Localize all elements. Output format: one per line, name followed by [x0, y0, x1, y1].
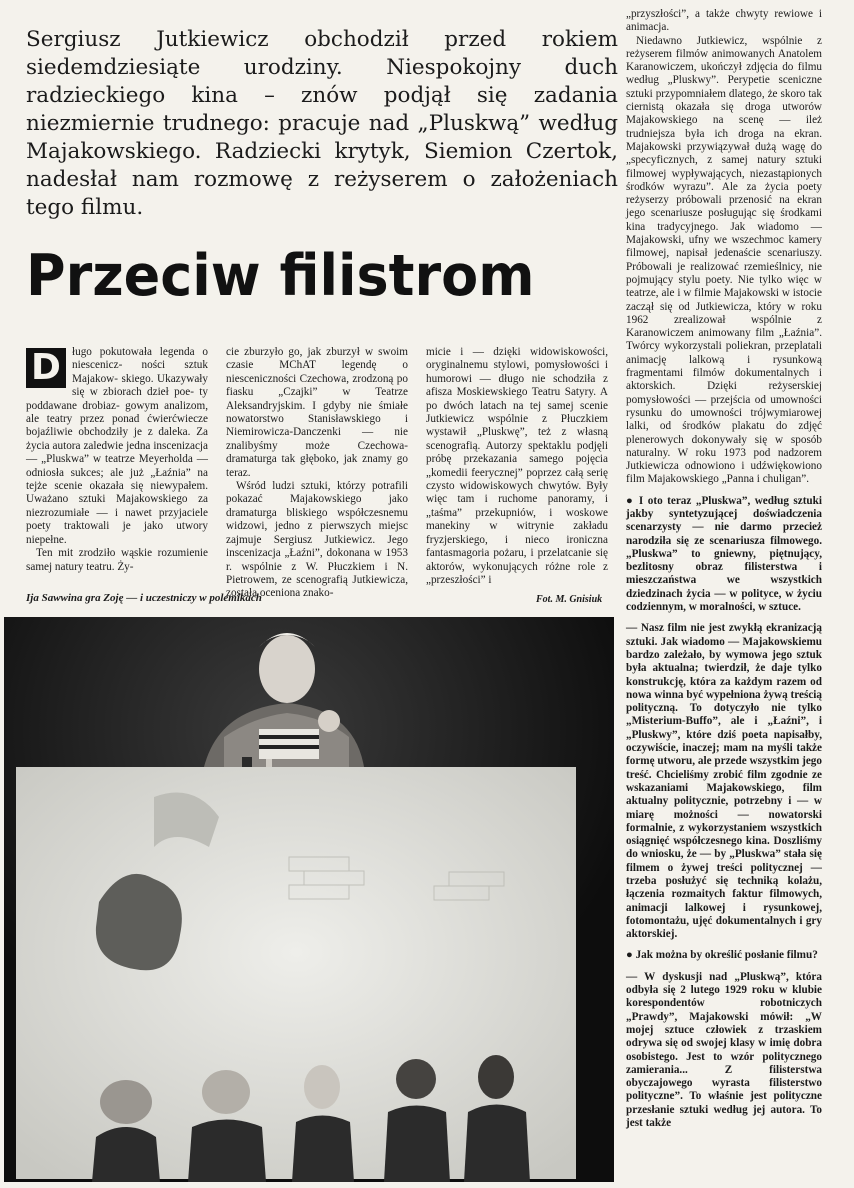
lead-paragraph: Sergiusz Jutkiewicz obchodził przed rokiem siedemdziesiąte urodziny. Niespokojny duch radzieckiego kina – znów podjął się zadania niezmiernie trudnego: pracuje nad „Pluskwą” według Majakowskiego. Radziecki krytyk, Siemion Czertok, nadesłał nam rozmowę z reżyserem o założeniach tego filmu.	[26, 27, 618, 220]
photo-caption: Ija Sawwina gra Zoję — i uczestniczy w polemikach	[26, 592, 262, 604]
column-2-paragraph: cie zburzyło go, jak zburzył w swoim czasie MChAT legendę o niesceniczności Czechowa, zrodzoną po fiasku „Czajki” w Teatrze Aleksandryjskim. I gdyby nie śmiałe nowatorstwo Stanisławskiego i Niemirowicza-Danczenki — nie znalibyśmy może Czechowa-dramaturga tak głęboko, jak znamy go teraz.	[226, 346, 408, 479]
photo-credit: Fot. M. Gnisiuk	[536, 594, 603, 605]
right-text-column	[626, 8, 822, 1130]
column-2-paragraph-2: Wśród ludzi sztuki, którzy potrafili pokazać Majakowskiego jako dramaturga bliskiego współczesnemu widzowi, jedno z pierwszych miejsc zajmuje Sergiusz Jutkiewicz. Jego inscenizacja „Łaźni”, dokonana w 1953 r. wspólnie z W. Płuczkiem i N. Pietrowem, ze scenografią Jutkiewicza, została oceniona znako-	[226, 480, 408, 600]
text-column-2	[226, 346, 408, 601]
column-1-paragraph-2: Ten mit zrodziło wąskie rozumienie samej natury teatru. Ży-	[26, 547, 208, 573]
article-title: Przeciw filistrom	[26, 242, 535, 309]
text-column-3	[426, 346, 608, 587]
question-2-text: Jak można by określić posłanie filmu?	[635, 949, 818, 962]
interview-question-1: ● I oto teraz „Pluskwa”, według sztuki jakby syntetyzującej doświadczenia scenarzysty — nie darmo przecież narodziła się ze scenariusza filmowego. „Pluskwa” to gniewny, piętnujący, bezlitosny obraz filisterstwa i mieszczaństwa we wszystkich dziedzinach życia — w polityce, w życiu codziennym, w moralności, w sztuce.	[626, 494, 822, 614]
photo-puppet-scene	[4, 617, 614, 1182]
question-1-text: I oto teraz „Pluskwa”, według sztuki jakby syntetyzującej doświadczenia scenarzysty — nie darmo przecież narodziła się ze scenariusza filmowego. „Pluskwa” to gniewny, piętnujący, bezlitosny obraz filisterstwa i mieszczaństwa we wszystkich dziedzinach życia — w polityce, w życiu codziennym, w moralności, w sztuce.	[626, 494, 822, 614]
right-paragraph-1: „przyszłości”, a także chwyty rewiowe i animacja.	[626, 8, 822, 34]
interview-question-2: ● Jak można by określić posłanie filmu?	[626, 949, 818, 962]
photo-illustration	[4, 617, 614, 1182]
column-3-paragraph: micie i — dzięki widowiskowości, oryginalnemu stylowi, pomysłowości i humorowi — długo nie schodziła z afisza Moskiewskiego Teatru Satyry. A po dwóch latach na tej samej scenie Jutkiewicz wspólnie z Płuczkiem wystawił „Pluskwę”, też z własną scenografią. Autorzy spektaklu podjęli próbę przekazania samego pojęcia „komedii feerycznej” poprzez całą serię czysto widowiskowych chwytów. Były więc tam i ruchome panoramy, i „taśma” przekupniów, i woskowe manekiny w witrynie zakładu fryzjerskiego, i nieco ironiczna fantasmagoria pożaru, i przelatcanie się aktorów, wykonujących różne role z „przeszłości” i	[426, 346, 608, 586]
column-1-paragraph: ługo pokutowała legenda o niescenicz- ności sztuk Majakow- skiego. Ukazywały się w zbiorach dzieł poe- ty poddawane drobiaz- gowym analizom, ale teatry przez ponad ćwierćwiecze bojaźliwie obchodziły je z daleka. Za życia autora zaledwie jedna inscenizacja — „Pluskwa” w teatrze Meyerholda — odniosła sukces; ale już „Łaźnia” na tejże scenie okazała się niewypałem. Uważano sztuki Majakowskiego za niezrozumiałe — i nawet przyjaciele poety traktowali je jako utwory niepełne.	[26, 346, 208, 546]
drop-cap: D	[26, 348, 66, 388]
text-column-1	[26, 346, 208, 574]
right-paragraph-2: Niedawno Jutkiewicz, wspólnie z reżyserem filmów animowanych Anatolem Karanowiczem, ukończył zdjęcia do filmu według „Pluskwy”. Perypetie sceniczne sztuki przypomniałem dlatego, że skoro tak ciernistą okazała się droga utworów Majakowskiego na scenę — ileż trudniejsza była ich droga na ekran. Majakowski przywiązywał dużą wagę do „specyficznych, z samej natury sztuki filmowej wypływających, niezastąpionych środków wyrazu”. Ale za życia poety reżyserzy próbowali przenosić na ekran jego scenariusze posługując się środkami kina tradycyjnego. Jak wiadomo — Majakowski, ufny we wszechmoc kamery filmowej, napisał jedenaście scenariuszy. Próbowali je realizować rzemieślnicy, nie pojmujący stylu poety. Nie tylko więc w teatrze, ale i w filmie Majakowski w istocie zaczął się od Jutkiewicza, który w roku 1962 zrealizował wspólnie z Karanowiczem animowany film „Łaźnia”. Twórcy wykorzystali poliekran, przeplatali animację lalkową i rysunkową fragmentami filmów dokumentalnych i aktorskich. Dzięki reżyserskiej pomysłowości — przejścia od umowności rysunku do umowności trójwymiarowej lalki, od środków plakatu do zdjęć plenerowych dokonywały się w sposób naturalny. W roku 1973 pod nadzorem Jutkiewicza odnowiono i udźwiękowiono film Majakowskiego „Panna i chuligan”.	[626, 34, 822, 486]
interview-answer-2: — W dyskusji nad „Pluskwą”, która odbyła się 2 lutego 1929 roku w klubie korespondentów robotniczych „Prawdy”, Majakowski mówił: „W mojej sztuce człowiek z trzaskiem odrywa się od swojej klasy w imię dobra osobistego. Jest to wzór politycznego zamierania... Z filisterstwa obyczajowego wyrasta filisterstwo polityczne”. To właśnie jest polityczne przesłanie sztuki według jej autora. To jest także	[626, 970, 822, 1130]
interview-answer-1: — Nasz film nie jest zwykłą ekranizacją sztuki. Jak wiadomo — Majakowskiemu bardzo zależało, by wymowa jego sztuk była aktualna; twierdził, że daje tylko konstrukcję, która za każdym razem od nowa winna być wypełniona żywą treścią polityczną. To dotyczyło nie tylko „Misterium-Buffo”, ale i „Łaźni”, i „Pluskwy”, które dziś poeta napisałby, oczywiście, inaczej; mam na myśli także formę utworu, ale przede wszystkim jego treść. Chcieliśmy zrobić film zgodnie ze wskazaniami Majakowskiego, film aktualny politycznie, potrzebny i — w miarę możności — nowatorski formalnie, z wykorzystaniem wszystkich osiągnięć współczesnego kina. Doszliśmy do wniosku, że — by „Pluskwa” stała się filmem o żywej treści politycznej — trzeba posłużyć się techniką kolażu, łączenia rozmaitych faktur filmowych, animacji lalkowej i rysunkowej, fotomontażu, ujęć dokumentalnych i gry aktorskiej.	[626, 622, 822, 941]
